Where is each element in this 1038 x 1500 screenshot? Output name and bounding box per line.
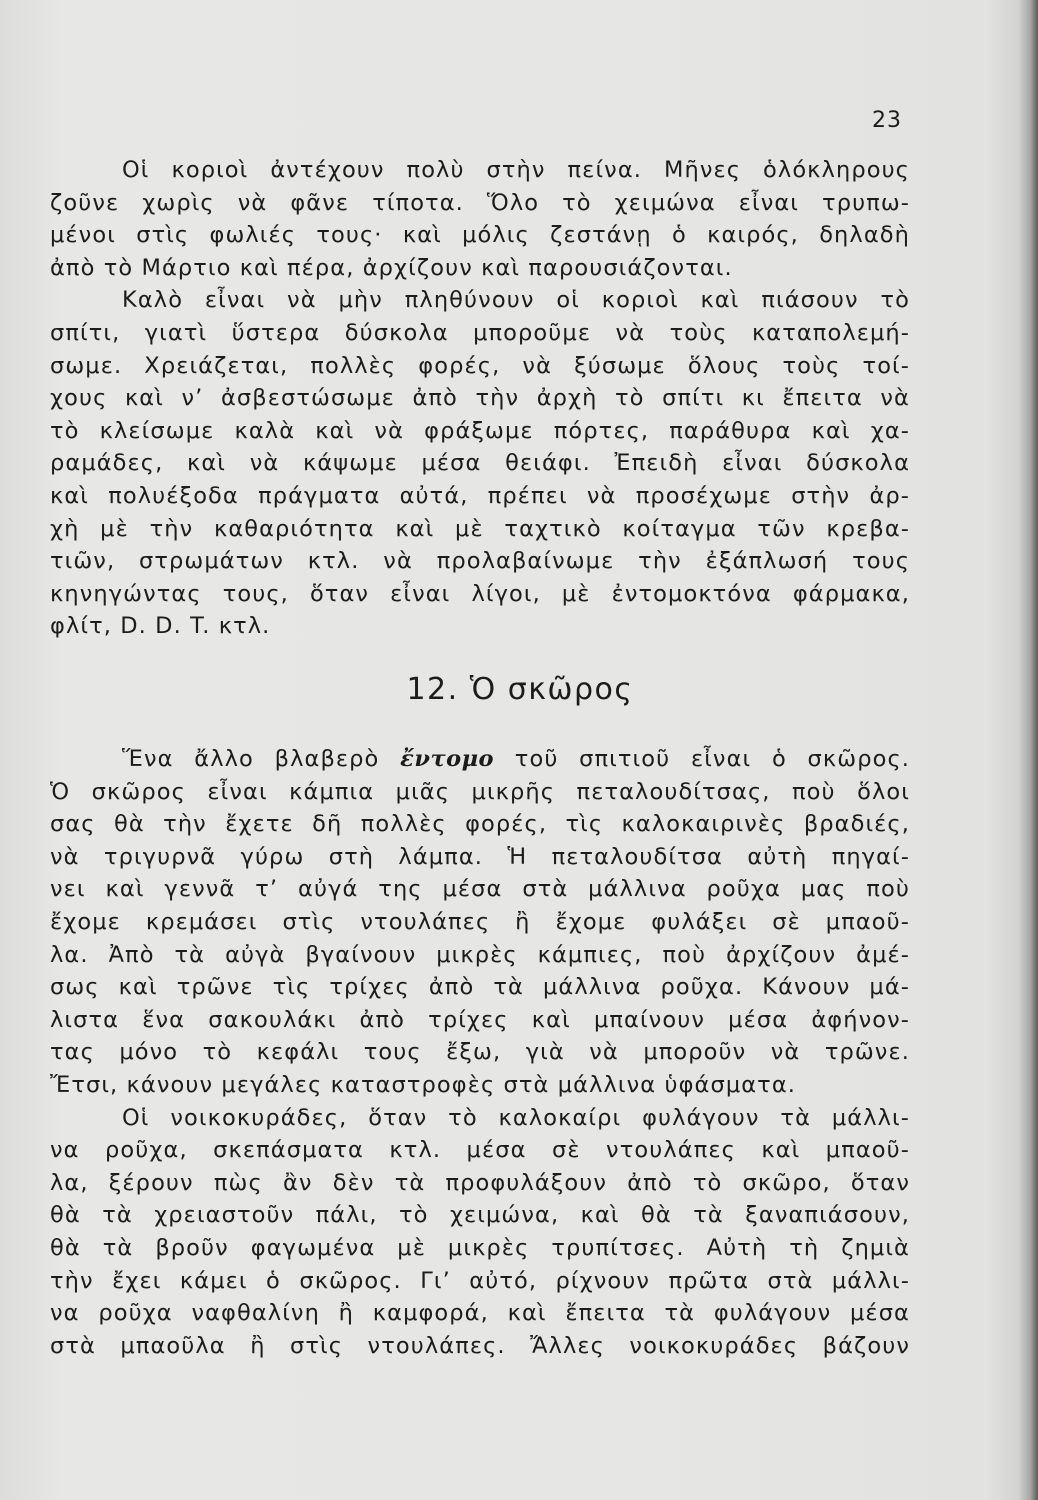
text-line: χους καὶ ν’ ἀσβεστώσωμε ἀπὸ τὴν ἀρχὴ τὸ σπίτι κι ἔπειτα νὰ xyxy=(50,385,910,412)
text-line: μένοι στὶς φωλιές τους· καὶ μόλις ζεστάνῃ ὁ καιρός, δηλαδὴ xyxy=(50,222,910,249)
text-line: τὸ κλείσωμε καλὰ καὶ νὰ φράξωμε πόρτες, παράθυρα καὶ χα- xyxy=(50,417,910,444)
text-line: θὰ τὰ βροῦν φαγωμένα μὲ μικρὲς τρυπίτσες. Αὐτὴ τὴ ζημιὰ xyxy=(50,1234,910,1261)
text-line: να ροῦχα ναφθαλίνη ἢ καμφορά, καὶ ἔπειτα τὰ φυλάγουν μέσα xyxy=(50,1300,910,1327)
text-line-first xyxy=(50,743,910,776)
text-line: νὰ τριγυρνᾶ γύρω στὴ λάμπα. Ἡ πεταλουδίτσα αὐτὴ πηγαί- xyxy=(50,843,910,870)
text-line: να ροῦχα, σκεπάσματα κτλ. μέσα σὲ ντουλάπες καὶ μπαοῦ- xyxy=(50,1137,910,1164)
page-edge-shadow xyxy=(1018,0,1038,1500)
text-line: σπίτι, γιατὶ ὕστερα δύσκολα μποροῦμε νὰ τοὺς καταπολεμή- xyxy=(50,319,910,346)
text-line: νει καὶ γεννᾶ τ’ αὐγά της μέσα στὰ μάλλινα ροῦχα μας ποὺ xyxy=(50,876,910,903)
text-line: στὰ μπαοῦλα ἢ στὶς ντουλάπες. Ἄλλες νοικοκυράδες βάζουν xyxy=(50,1332,910,1359)
text-line: λιστα ἕνα σακουλάκι ἀπὸ τρίχες καὶ μπαίνουν μέσα ἀφήνον- xyxy=(50,1006,910,1033)
text-line: τας μόνο τὸ κεφάλι τους ἔξω, γιὰ νὰ μποροῦν νὰ τρῶνε. xyxy=(50,1039,910,1066)
text-line: φλίτ, D. D. T. κτλ. xyxy=(50,613,271,640)
text-fragment: Ἕνα ἄλλο βλαβερὸ xyxy=(122,746,401,772)
text-line: θὰ τὰ χρειαστοῦν πάλι, τὸ χειμώνα, καὶ θὰ τὰ ξαναπιάσουν, xyxy=(50,1202,910,1229)
section-heading-text: 12. Ὁ σκῶρος xyxy=(406,672,634,707)
emphasized-word: ἔντομο xyxy=(400,746,495,772)
text-line: λα. Ἀπὸ τὰ αὐγὰ βγαίνουν μικρὲς κάμπιες, ποὺ ἀρχίζουν ἀμέ- xyxy=(50,941,910,968)
page-number: 23 xyxy=(872,108,902,133)
section-bedbugs-text xyxy=(50,154,910,643)
text-fragment: τοῦ σπιτιοῦ εἶναι ὁ σκῶρος. xyxy=(494,746,911,772)
text-line: σως καὶ τρῶνε τὶς τρίχες ἀπὸ τὰ μάλλινα ροῦχα. Κάνουν μά- xyxy=(50,974,910,1001)
text-line: ραμάδες, καὶ νὰ κάψωμε μέσα θειάφι. Ἐπειδὴ εἶναι δύσκολα xyxy=(50,450,910,477)
text-line: Καλὸ εἶναι νὰ μὴν πληθύνουν οἱ κοριοὶ καὶ πιάσουν τὸ xyxy=(122,287,910,314)
text-line: λα, ξέρουν πὼς ἂν δὲν τὰ προφυλάξουν ἀπὸ τὸ σκῶρο, ὅταν xyxy=(50,1169,910,1196)
section-moth-text xyxy=(50,743,910,1362)
text-line: σας θὰ τὴν ἔχετε δῆ πολλὲς φορές, τὶς καλοκαιρινὲς βραδιές, xyxy=(50,811,910,838)
text-line: ἔχομε κρεμάσει στὶς ντουλάπες ἢ ἔχομε φυλάξει σὲ μπαοῦ- xyxy=(50,908,910,935)
text-line: Ἔτσι, κάνουν μεγάλες καταστροφὲς στὰ μάλλινα ὑφάσματα. xyxy=(50,1071,797,1098)
text-line: Οἱ νοικοκυράδες, ὅταν τὸ καλοκαίρι φυλάγουν τὰ μάλλι- xyxy=(122,1104,910,1131)
text-line: χὴ μὲ τὴν καθαριότητα καὶ μὲ ταχτικὸ κοίταγμα τῶν κρεβα- xyxy=(50,515,910,542)
text-line: τὴν ἔχει κάμει ὁ σκῶρος. Γι’ αὐτό, ρίχνουν πρῶτα στὰ μάλλι- xyxy=(50,1267,910,1294)
text-line: τιῶν, στρωμάτων κτλ. νὰ προλαβαίνωμε τὴν ἐξάπλωσή τους xyxy=(50,548,910,575)
text-line: Ὁ σκῶρος εἶναι κάμπια μιᾶς μικρῆς πεταλουδίτσας, ποὺ ὅλοι xyxy=(50,778,910,805)
text-line: σωμε. Χρειάζεται, πολλὲς φορές, νὰ ξύσωμε ὅλους τοὺς τοί- xyxy=(50,352,910,379)
text-line: ζοῦνε χωρὶς νὰ φᾶνε τίποτα. Ὅλο τὸ χειμώνα εἶναι τρυπω- xyxy=(50,189,910,216)
section-heading xyxy=(0,672,1000,707)
text-line: κηνηγώντας τους, ὅταν εἶναι λίγοι, μὲ ἐντομοκτόνα φάρμακα, xyxy=(50,580,910,607)
text-line: Οἱ κοριοὶ ἀντέχουν πολὺ στὴν πείνα. Μῆνες ὁλόκληρους xyxy=(122,157,910,183)
text-line: καὶ πολυέξοδα πράγματα αὐτά, πρέπει νὰ προσέχωμε στὴν ἀρ- xyxy=(50,482,910,509)
text-line: ἀπὸ τὸ Μάρτιο καὶ πέρα, ἀρχίζουν καὶ παρουσιάζονται. xyxy=(50,254,733,281)
